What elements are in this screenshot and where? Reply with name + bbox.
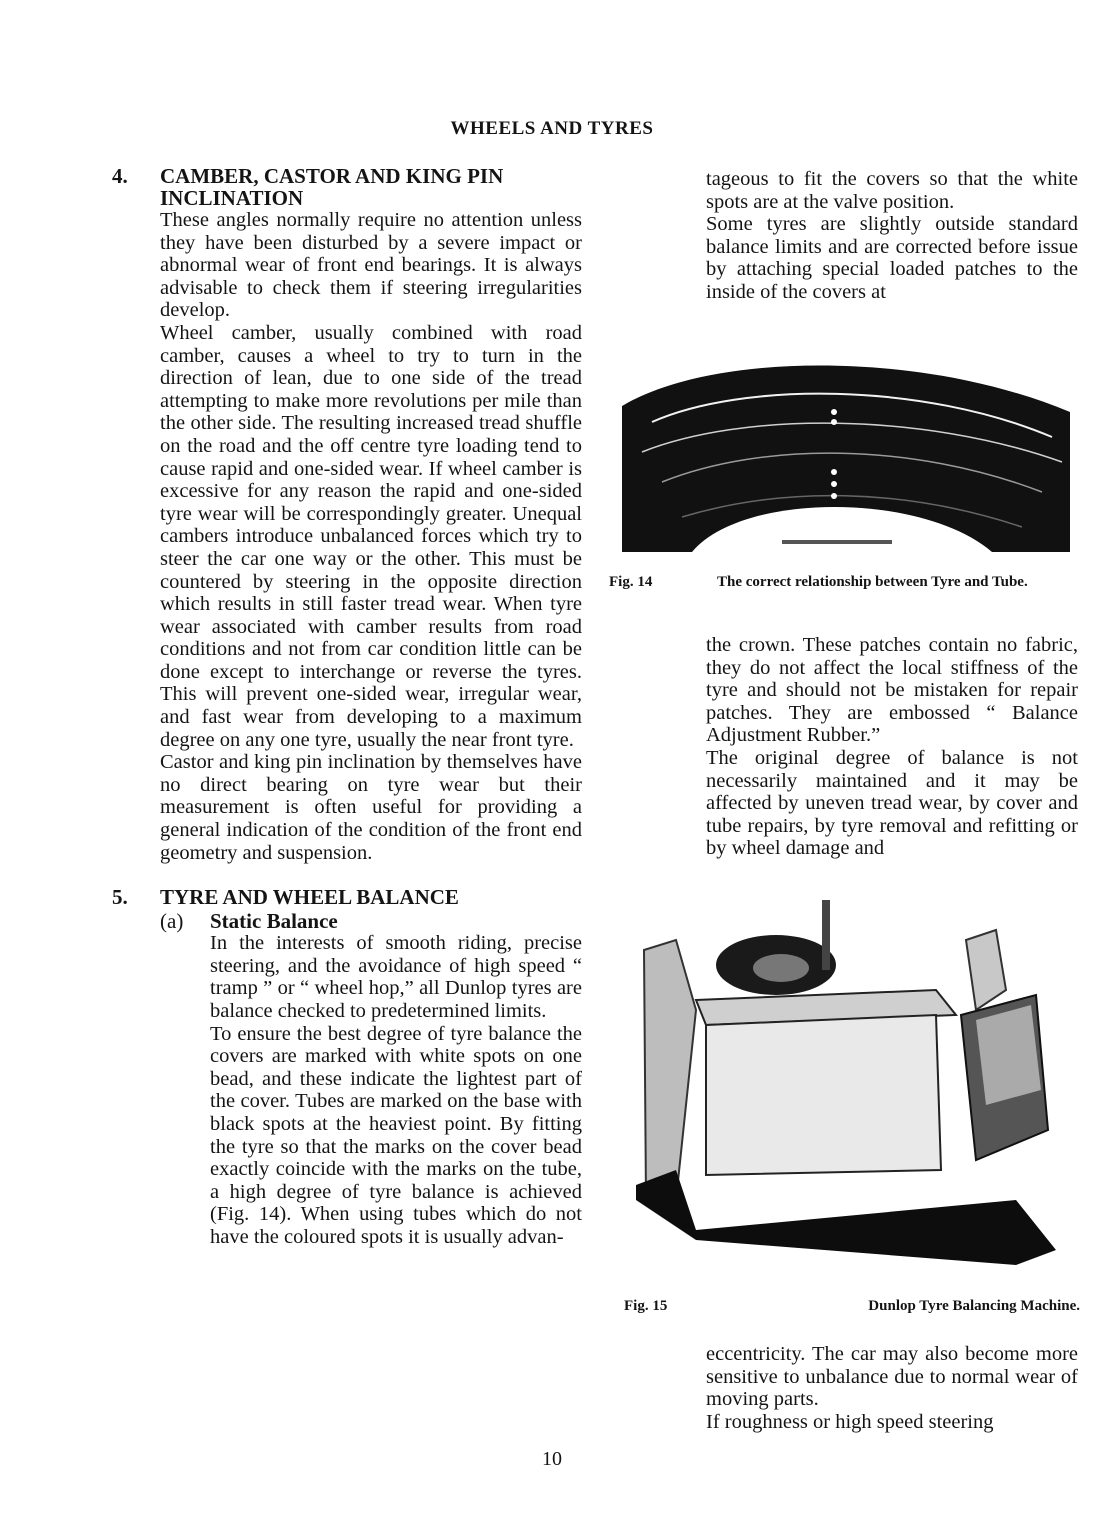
left-column	[112, 165, 582, 1249]
paragraph: The original degree of balance is not necessarily maintained and it may be affected by uneven tread wear, by cover and tube repairs, by tyre removal and refitting or by wheel damage and	[706, 746, 1078, 860]
figure-15-caption: Dunlop Tyre Balancing Machine.	[868, 1298, 1080, 1314]
paragraph: the crown. These patches contain no fabric, they do not affect the local stiffness of the tyre and should not be mistaken for repair patches. They are embossed “ Balance Adjustment Rubber.”	[706, 634, 1078, 747]
paragraph: Castor and king pin inclination by themselves have no direct bearing on tyre wear but their measurement is often useful for providing a general indication of the condition of the front end geometry and suspension.	[160, 751, 582, 864]
right-column-block-1	[706, 168, 1078, 304]
page-header: WHEELS AND TYRES	[450, 118, 654, 139]
paragraph: eccentricity. The car may also become more sensitive to unbalance due to normal wear of moving parts.	[706, 1343, 1078, 1411]
right-column-block-3	[706, 1343, 1078, 1433]
figure-15-label: Fig. 15	[624, 1298, 668, 1314]
white-spot-icon	[831, 409, 837, 415]
white-spot-icon	[831, 469, 837, 475]
section-title: TYRE AND WHEEL BALANCE	[160, 885, 459, 910]
subsection-body	[210, 932, 582, 1248]
figure-14-tyre-tube-photo	[622, 342, 1070, 552]
paragraph: In the interests of smooth riding, precise steering, and the avoidance of high speed “ tramp ” or “ wheel hop,” all Dunlop tyres are balance checked to predetermined limits.	[210, 932, 582, 1022]
figure-15-balancing-machine-photo	[636, 900, 1070, 1278]
section-number: 4.	[112, 164, 128, 188]
paragraph: tageous to fit the covers so that the white spots are at the valve position.	[706, 168, 1078, 213]
paragraph: Wheel camber, usually combined with road camber, causes a wheel to try to turn in the direction of lean, due to one side of the tread attempting to make more revolutions per mile than the other side. The resulting increased tread shuffle on the road and the off centre tyre loading tend to cause rapid and one-sided wear. If wheel camber is excessive for any reason the rapid and one-sided tyre wear will be correspondingly greater. Unequal cambers introduce unbalanced forces which try to steer the car one way or the other. This must be countered by steering in the opposite direction which results in still faster tread wear. When tyre wear associated with camber results from road conditions and not from car condition little can be done except to interchange or reverse the tyres. This will prevent one-sided wear, irregular wear, and fast wear from developing to a maximum degree on any one tyre, usually the near front tyre.	[160, 321, 582, 751]
paragraph: Some tyres are slightly outside standard balance limits and are corrected before issue by attaching special loaded patches to the inside of the covers at	[706, 213, 1078, 303]
paragraph: These angles normally require no attention unless they have been disturbed by a severe impact or abnormal wear of front end bearings. It is always advisable to check them if steering irregularities develop.	[160, 209, 582, 322]
balancing-machine-illustration	[636, 900, 1070, 1278]
white-spot-icon	[831, 419, 837, 425]
paragraph: To ensure the best degree of tyre balance the covers are marked with white spots on one bead, and these indicate the lightest part of the cover. Tubes are marked on the base with black spots at the heaviest point. By fitting the tyre so that the marks on the cover bead exactly coincide with the marks on the tube, a high degree of tyre balance is achieved (Fig. 14). When using tubes which do not have the coloured spots it is usually advan-	[210, 1022, 582, 1248]
subsection-a	[160, 910, 582, 1248]
right-column-block-2	[706, 634, 1078, 860]
figure-14-caption: The correct relationship between Tyre and Tube.	[717, 574, 1028, 590]
page-number: 10	[542, 1448, 562, 1470]
paragraph: If roughness or high speed steering	[706, 1410, 994, 1433]
subsection-letter: (a)	[160, 909, 184, 934]
white-spot-icon	[831, 493, 837, 499]
tyre-tube-illustration	[622, 342, 1070, 552]
subsection-title: Static Balance	[210, 909, 338, 934]
section-body	[160, 209, 582, 864]
section-title: CAMBER, CASTOR AND KING PIN INCLINATION	[160, 164, 504, 210]
section-5	[112, 886, 582, 1248]
section-4	[112, 165, 582, 864]
section-number: 5.	[112, 885, 128, 910]
figure-14-label: Fig. 14	[609, 574, 653, 590]
white-spot-icon	[831, 481, 837, 487]
